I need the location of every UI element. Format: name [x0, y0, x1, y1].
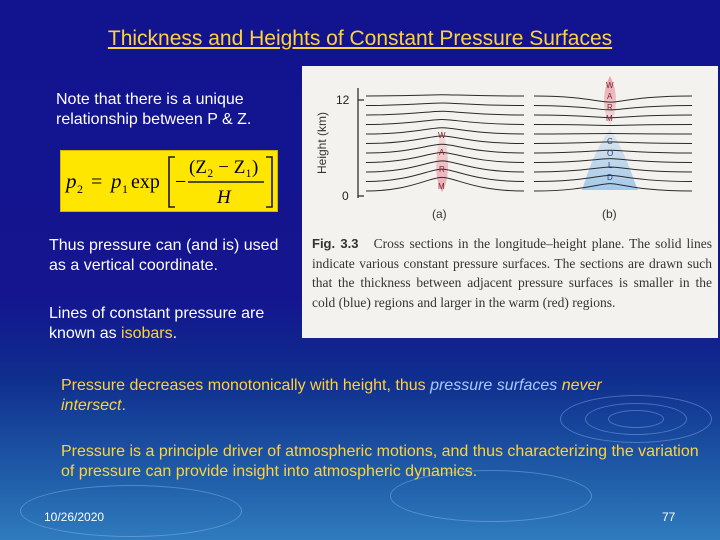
isobar-line: [366, 95, 524, 96]
warm-letter-a-3: R: [439, 165, 445, 174]
caption-text: Cross sections in the longitude–height plane. The solid lines indicate various constant pressure surfaces. The sections are drawn such that the thickness between adjacent pressure surfaces is smaller in the cold (blue) regions and larger in the warm (red) regions.: [312, 236, 712, 310]
cold-letter-b-2: O: [607, 149, 614, 158]
eq-denominator: H: [217, 187, 231, 208]
warm-letter-b-3: R: [607, 103, 613, 112]
cold-letter-b-4: D: [607, 173, 613, 182]
figure-3-3: [302, 66, 718, 338]
note-text: Note that there is a unique relationship between P & Z.: [56, 91, 252, 128]
y-tick-12: 12: [336, 93, 350, 107]
monotonic-text-end: .: [121, 397, 126, 414]
warm-letter-a-1: W: [438, 131, 446, 140]
eq-equals: =: [91, 171, 103, 193]
panel-a-label: (a): [432, 207, 447, 221]
warm-letter-b-2: A: [607, 92, 613, 101]
eq-exp: exp: [131, 171, 160, 193]
y-axis-label: Height (km): [315, 111, 329, 174]
eq-minus: −: [175, 171, 187, 193]
pressure-surfaces-term: pressure surfaces: [430, 377, 558, 394]
eq-numerator: (Z₂ − Z₁): [189, 157, 259, 178]
y-tick-0: 0: [342, 189, 349, 203]
cross-section-diagram: [302, 66, 718, 226]
eq-right-bracket: [266, 157, 272, 207]
isobars-text: [49, 304, 299, 344]
driver-text: Pressure is a principle driver of atmospheric motions, and thus characterizing the variation of pressure can provide insight into atmospheric dynamics.: [61, 443, 699, 480]
warm-letter-a-4: M: [438, 182, 445, 191]
panel-b-label: (b): [602, 207, 617, 221]
eq-p1-sub: 1: [122, 182, 128, 196]
monotonic-text-start: Pressure decreases monotonically with height, thus: [61, 377, 431, 394]
cold-letter-b-1: C: [607, 137, 613, 146]
page-number: 77: [662, 510, 676, 524]
equation-box: [60, 150, 278, 212]
isobars-text-start: Lines of constant pressure are known as: [49, 305, 265, 342]
figure-caption: [312, 234, 712, 312]
isobars-term: isobars: [121, 325, 173, 342]
equation: [61, 151, 277, 211]
cold-letter-b-3: L: [608, 161, 613, 170]
isobar-line: [366, 111, 524, 115]
warm-letter-b-4: M: [606, 114, 613, 123]
isobars-text-end: .: [172, 325, 178, 342]
isobar-line: [534, 125, 692, 126]
warm-letter-a-2: A: [439, 148, 445, 157]
monotonic-text: [61, 376, 661, 416]
slide-date: 10/26/2020: [44, 510, 105, 524]
eq-lhs: p: [66, 169, 77, 193]
caption-label: Fig. 3.3: [312, 236, 359, 251]
isobar-line: [366, 119, 524, 124]
warm-letter-b-1: W: [606, 81, 614, 90]
never-intersect-term: never intersect: [61, 377, 602, 414]
isobar-line: [366, 103, 524, 106]
eq-lhs-sub: 2: [77, 182, 83, 196]
coordinate-text: Thus pressure can (and is) used as a vertical coordinate.: [49, 237, 279, 274]
slide-title: Thickness and Heights of Constant Pressure Surfaces: [107, 27, 613, 50]
eq-p1: p: [111, 169, 122, 193]
